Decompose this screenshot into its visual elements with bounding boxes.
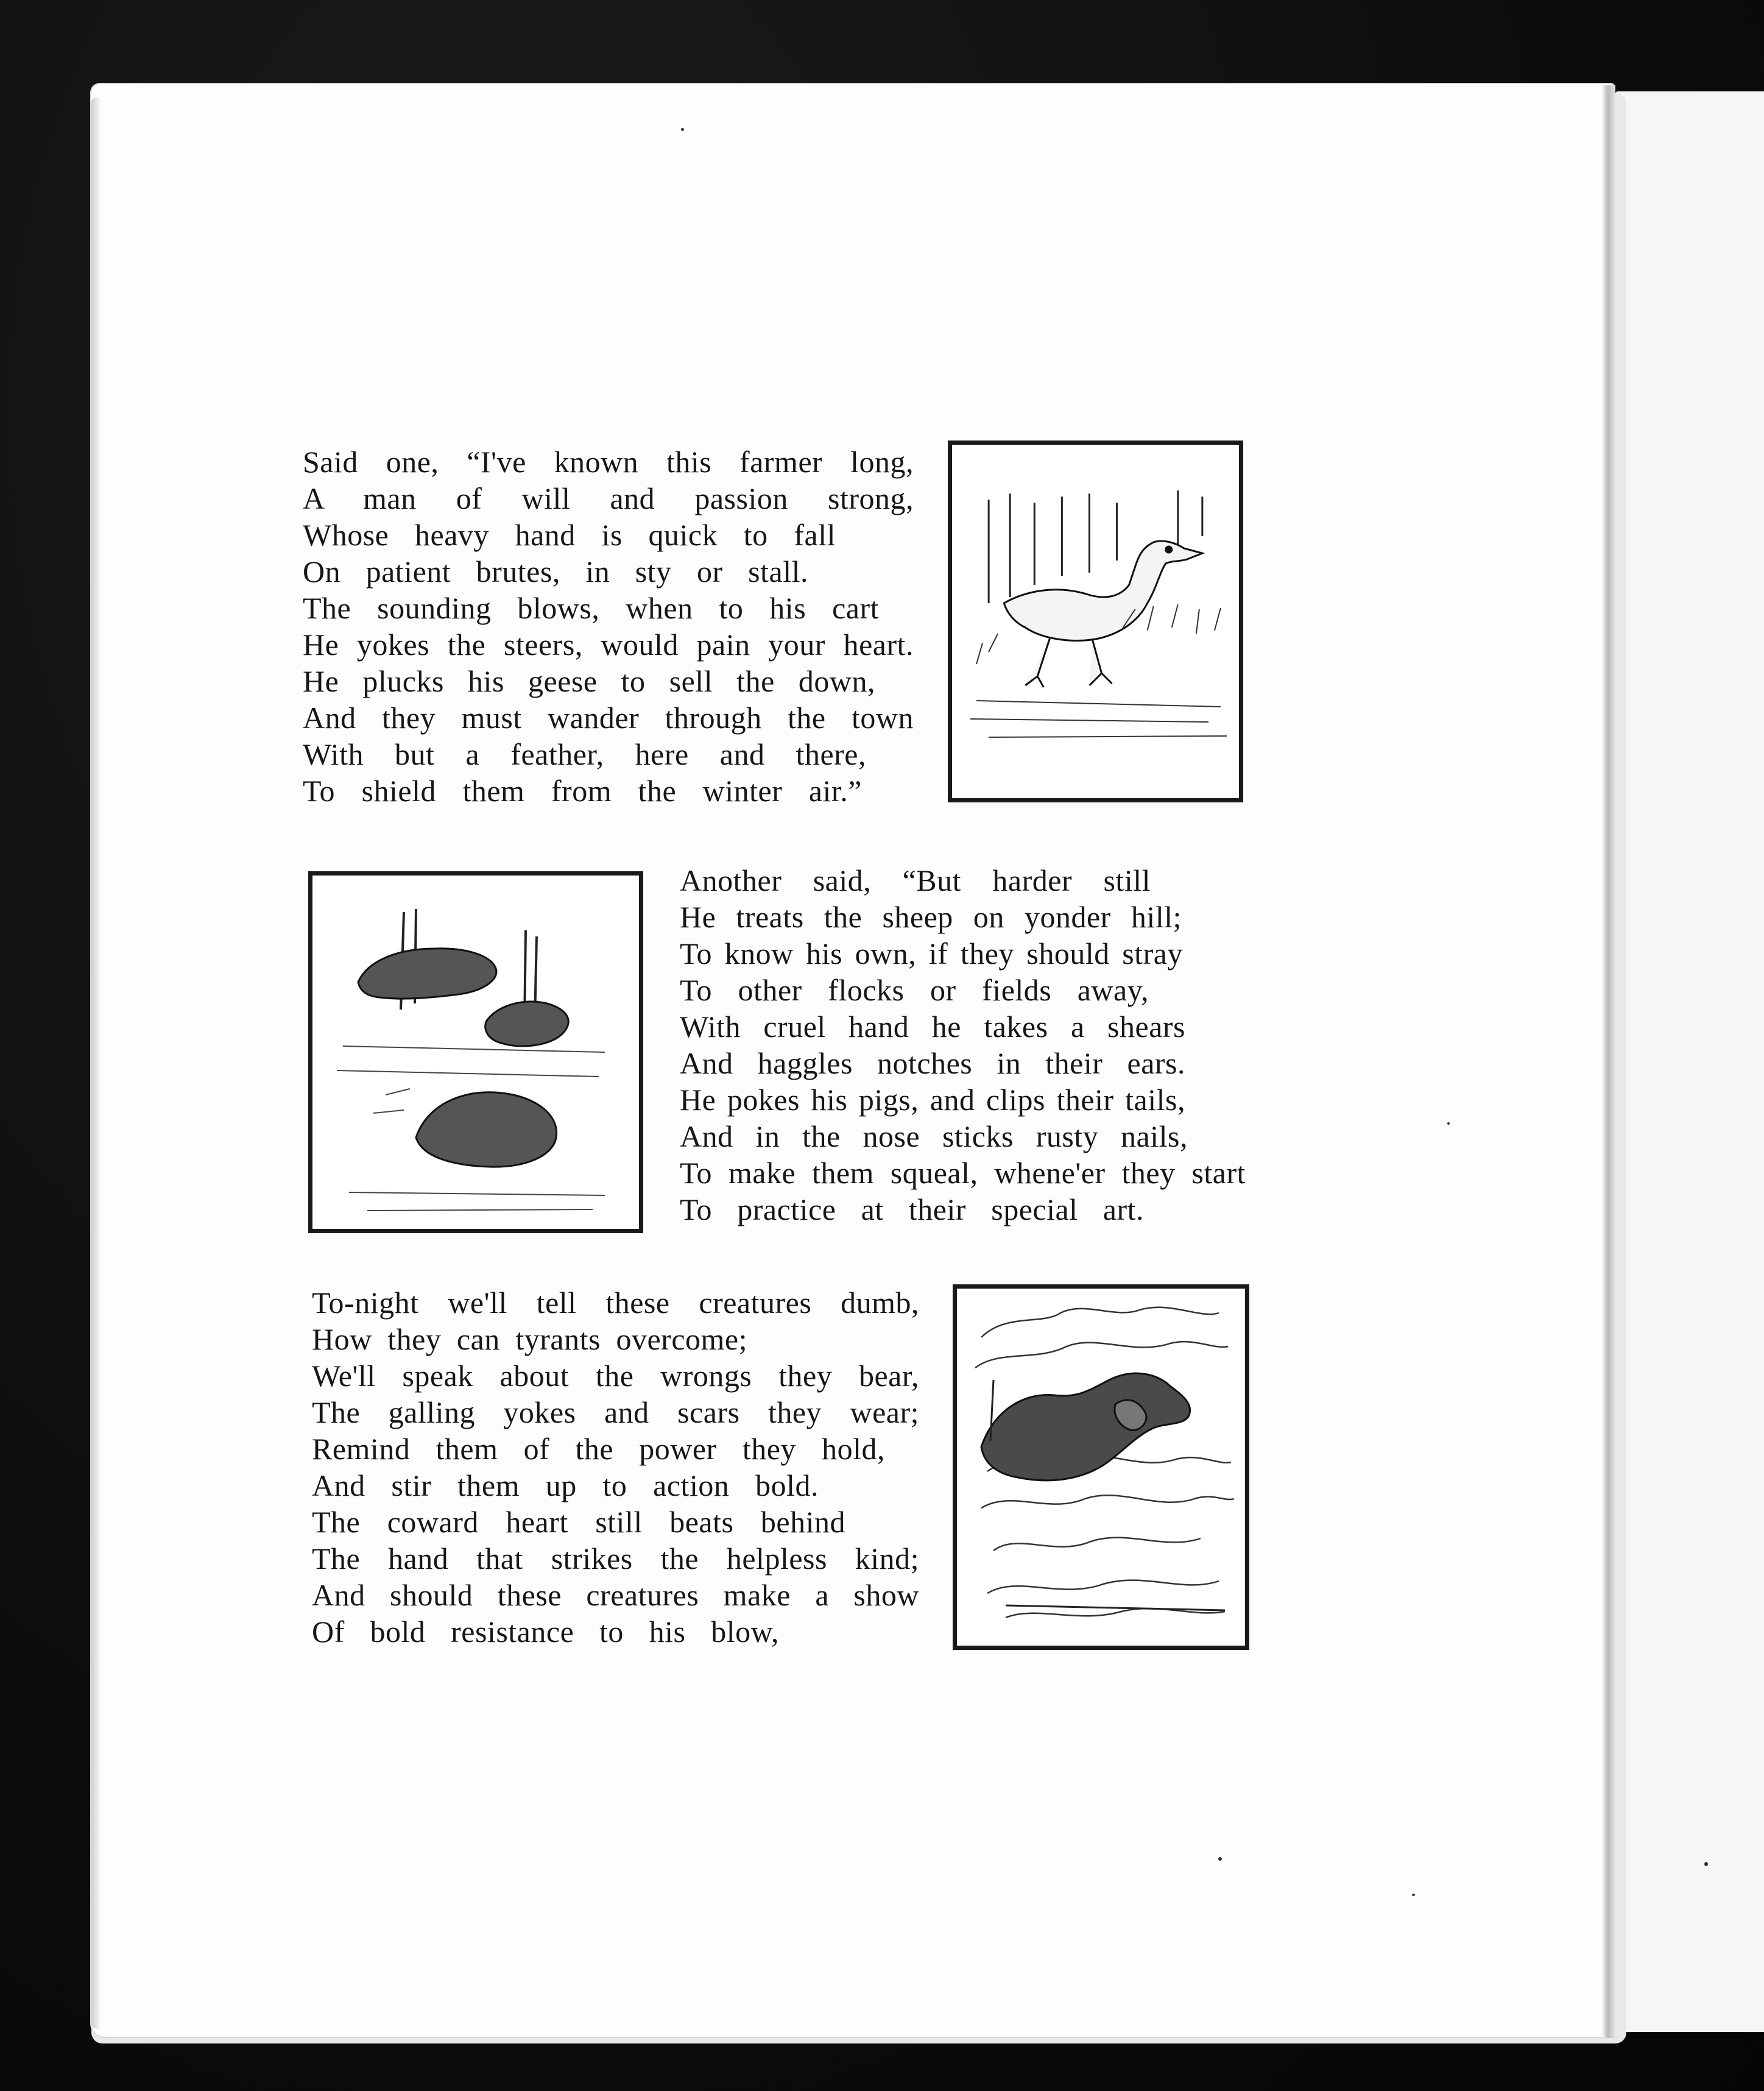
poem-stanza-2: [680, 862, 1246, 1228]
poem-stanza-3: [312, 1284, 919, 1650]
poem-line: And should these creatures make a show: [312, 1578, 919, 1612]
poem-line: Whose heavy hand is quick to fall: [303, 518, 836, 552]
poem-line: How they can tyrants overcome;: [312, 1322, 747, 1356]
poem-line: And stir them up to action bold.: [312, 1468, 819, 1502]
dust-speck: [1704, 1862, 1708, 1866]
poem-line: The galling yokes and scars they wear;: [312, 1395, 919, 1429]
poem-line: To practice at their special art.: [680, 1192, 1144, 1226]
poem-stanza-1: [303, 444, 914, 809]
facing-page-edge: [1615, 91, 1764, 2032]
poem-line: The sounding blows, when to his cart: [303, 591, 879, 625]
dust-speck: [681, 128, 684, 131]
dust-speck: [1412, 1894, 1415, 1896]
dust-speck: [1447, 1122, 1450, 1125]
poem-line: With but a feather, here and there,: [303, 737, 866, 771]
poem-line: To other flocks or fields away,: [680, 973, 1149, 1007]
poem-line: To-night we'll tell these creatures dumb,: [312, 1286, 919, 1320]
poem-line: Of bold resistance to his blow,: [312, 1615, 779, 1649]
poem-line: We'll speak about the wrongs they bear,: [312, 1359, 919, 1393]
pigs-illustration: [308, 871, 643, 1233]
smoke-illustration: [953, 1284, 1249, 1650]
poem-line: Remind them of the power they hold,: [312, 1432, 885, 1466]
poem-line: He treats the sheep on yonder hill;: [680, 900, 1182, 934]
poem-line: To shield them from the winter air.”: [303, 774, 862, 808]
poem-line: On patient brutes, in sty or stall.: [303, 554, 808, 589]
poem-line: A man of will and passion strong,: [303, 481, 914, 515]
poem-line: Said one, “I've known this farmer long,: [303, 445, 914, 479]
poem-line: And in the nose sticks rusty nails,: [680, 1119, 1188, 1153]
poem-line: And haggles notches in their ears.: [680, 1046, 1185, 1080]
poem-line: With cruel hand he takes a shears: [680, 1010, 1185, 1044]
book-gutter: [1602, 85, 1615, 2038]
dust-speck: [1218, 1857, 1222, 1861]
poem-line: He plucks his geese to sell the down,: [303, 664, 875, 698]
poem-line: He yokes the steers, would pain your heart.: [303, 628, 914, 662]
poem-line: The coward heart still beats behind: [312, 1505, 845, 1539]
poem-line: The hand that strikes the helpless kind;: [312, 1541, 919, 1576]
goose-illustration: [948, 440, 1243, 802]
poem-line: To know his own, if they should stray: [680, 936, 1183, 971]
poem-line: Another said, “But harder still: [680, 863, 1151, 897]
poem-line: He pokes his pigs, and clips their tails,: [680, 1083, 1185, 1117]
poem-line: To make them squeal, whene'er they start: [680, 1156, 1246, 1190]
page-left-edge: [91, 97, 100, 2029]
poem-line: And they must wander through the town: [303, 701, 914, 735]
